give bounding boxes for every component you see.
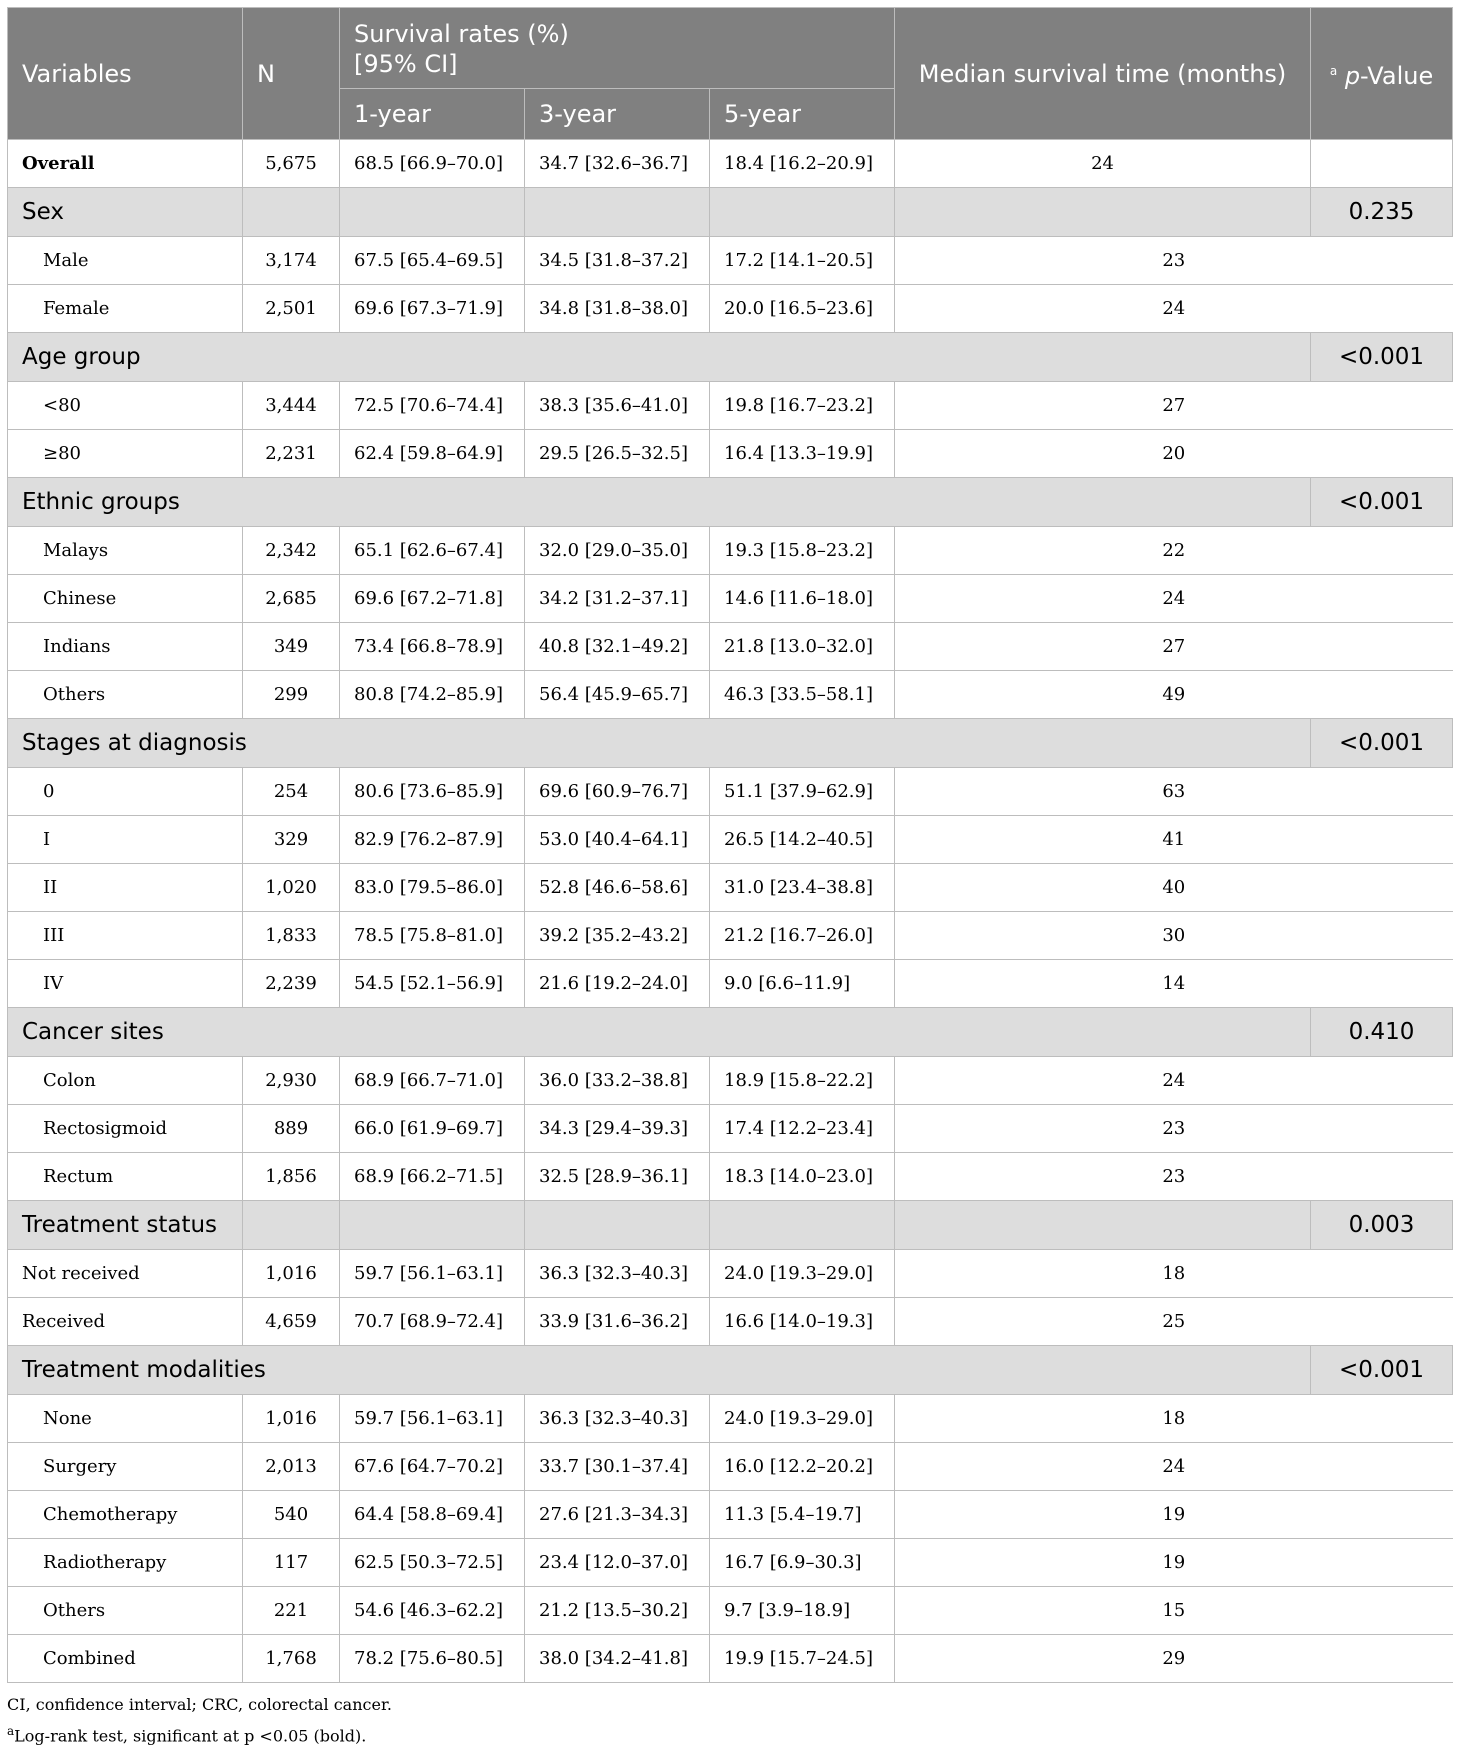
row-5-year: 21.2 [16.7–26.0] [710,912,895,960]
row-median: 22 [895,527,1453,575]
row-5-year: 11.3 [5.4–19.7] [710,1491,895,1539]
table-row [8,1491,1453,1539]
row-1-year: 65.1 [62.6–67.4] [340,527,525,575]
row-1-year: 54.5 [52.1–56.9] [340,960,525,1008]
row-3-year: 34.2 [31.2–37.1] [525,575,710,623]
row-1-year: 80.6 [73.6–85.9] [340,768,525,816]
row-label: Others [8,671,243,719]
row-1-year: 62.4 [59.8–64.9] [340,430,525,478]
row-3-year: 36.3 [32.3–40.3] [525,1395,710,1443]
row-median: 14 [895,960,1453,1008]
row-n: 221 [243,1587,340,1635]
row-median: 30 [895,912,1453,960]
row-label: Malays [8,527,243,575]
row-3-year: 21.6 [19.2–24.0] [525,960,710,1008]
row-label: Overall [8,140,243,188]
row-5-year: 18.4 [16.2–20.9] [710,140,895,188]
row-median: 25 [895,1298,1453,1346]
row-3-year: 56.4 [45.9–65.7] [525,671,710,719]
row-3-year: 69.6 [60.9–76.7] [525,768,710,816]
row-5-year: 26.5 [14.2–40.5] [710,816,895,864]
section-row [8,188,1453,237]
table-row [8,1105,1453,1153]
row-median: 40 [895,864,1453,912]
section-empty-cell [895,1201,1311,1250]
footnote-text: Log-rank test, significant at p <0.05 (bold). [14,1726,367,1746]
row-n: 2,342 [243,527,340,575]
row-3-year: 53.0 [40.4–64.1] [525,816,710,864]
table-row [8,1250,1453,1298]
row-5-year: 19.8 [16.7–23.2] [710,382,895,430]
row-label: I [8,816,243,864]
row-n: 117 [243,1539,340,1587]
table-row [8,1395,1453,1443]
row-label: 0 [8,768,243,816]
row-1-year: 72.5 [70.6–74.4] [340,382,525,430]
row-median: 18 [895,1250,1453,1298]
section-label: Age group [8,333,1311,382]
row-n: 3,174 [243,237,340,285]
row-median: 18 [895,1395,1453,1443]
row-n: 254 [243,768,340,816]
table-row [8,623,1453,671]
row-5-year: 19.9 [15.7–24.5] [710,1635,895,1683]
row-3-year: 34.5 [31.8–37.2] [525,237,710,285]
row-label: Rectosigmoid [8,1105,243,1153]
row-5-year: 51.1 [37.9–62.9] [710,768,895,816]
row-median: 49 [895,671,1453,719]
row-3-year: 38.3 [35.6–41.0] [525,382,710,430]
section-p-value: <0.001 [1311,1346,1453,1395]
row-label: Rectum [8,1153,243,1201]
row-n: 2,239 [243,960,340,1008]
table-row [8,1539,1453,1587]
header-p-value [1311,8,1453,140]
row-median: 23 [895,1153,1453,1201]
table-row [8,1298,1453,1346]
row-5-year: 24.0 [19.3–29.0] [710,1395,895,1443]
row-median: 24 [895,575,1453,623]
row-1-year: 67.5 [65.4–69.5] [340,237,525,285]
row-median: 15 [895,1587,1453,1635]
section-row [8,1346,1453,1395]
section-label: Ethnic groups [8,478,1311,527]
row-label: Female [8,285,243,333]
row-3-year: 34.7 [32.6–36.7] [525,140,710,188]
footnote [7,1721,1452,1746]
row-label: Indians [8,623,243,671]
section-empty-cell [895,188,1311,237]
row-label: <80 [8,382,243,430]
footnote-sup: a [7,1724,15,1738]
row-1-year: 73.4 [66.8–78.9] [340,623,525,671]
row-3-year: 40.8 [32.1–49.2] [525,623,710,671]
row-3-year: 29.5 [26.5–32.5] [525,430,710,478]
row-label: Received [8,1298,243,1346]
row-5-year: 16.7 [6.9–30.3] [710,1539,895,1587]
table-row [8,1057,1453,1105]
abbreviation-note: CI, confidence interval; CRC, colorectal cancer. [7,1695,392,1714]
row-1-year: 69.6 [67.2–71.8] [340,575,525,623]
section-p-value: <0.001 [1311,478,1453,527]
section-p-value: 0.003 [1311,1201,1453,1250]
section-empty-cell [243,188,340,237]
row-label: Chemotherapy [8,1491,243,1539]
row-1-year: 70.7 [68.9–72.4] [340,1298,525,1346]
section-p-value: 0.410 [1311,1008,1453,1057]
row-5-year: 20.0 [16.5–23.6] [710,285,895,333]
row-n: 299 [243,671,340,719]
row-label: Not received [8,1250,243,1298]
row-median: 27 [895,382,1453,430]
row-5-year: 16.6 [14.0–19.3] [710,1298,895,1346]
row-label: Others [8,1587,243,1635]
section-empty-cell [710,188,895,237]
row-1-year: 69.6 [67.3–71.9] [340,285,525,333]
row-1-year: 54.6 [46.3–62.2] [340,1587,525,1635]
section-row [8,1201,1453,1250]
row-median: 24 [895,140,1311,188]
header-ci-label: [95% CI] [354,50,458,78]
table-notes [7,1695,1452,1746]
table-row [8,864,1453,912]
row-n: 1,016 [243,1250,340,1298]
row-median: 20 [895,430,1453,478]
row-median: 23 [895,1105,1453,1153]
row-n: 2,685 [243,575,340,623]
row-n: 4,659 [243,1298,340,1346]
row-3-year: 52.8 [46.6–58.6] [525,864,710,912]
table-row [8,671,1453,719]
row-n: 1,020 [243,864,340,912]
row-median: 24 [895,1443,1453,1491]
table-row [8,1153,1453,1201]
row-n: 3,444 [243,382,340,430]
row-label: Combined [8,1635,243,1683]
row-3-year: 33.9 [31.6–36.2] [525,1298,710,1346]
section-row [8,478,1453,527]
row-n: 329 [243,816,340,864]
row-label: II [8,864,243,912]
row-3-year: 38.0 [34.2–41.8] [525,1635,710,1683]
row-1-year: 59.7 [56.1–63.1] [340,1395,525,1443]
table-row [8,816,1453,864]
row-3-year: 32.5 [28.9–36.1] [525,1153,710,1201]
row-3-year: 33.7 [30.1–37.4] [525,1443,710,1491]
row-3-year: 27.6 [21.3–34.3] [525,1491,710,1539]
row-1-year: 62.5 [50.3–72.5] [340,1539,525,1587]
section-p-value: <0.001 [1311,719,1453,768]
header-n: N [243,8,340,140]
row-1-year: 59.7 [56.1–63.1] [340,1250,525,1298]
row-median: 19 [895,1539,1453,1587]
table-row [8,285,1453,333]
row-1-year: 78.2 [75.6–80.5] [340,1635,525,1683]
row-1-year: 64.4 [58.8–69.4] [340,1491,525,1539]
row-3-year: 21.2 [13.5–30.2] [525,1587,710,1635]
row-1-year: 68.9 [66.2–71.5] [340,1153,525,1201]
row-median: 24 [895,285,1453,333]
table-row [8,430,1453,478]
row-5-year: 18.9 [15.8–22.2] [710,1057,895,1105]
row-5-year: 17.2 [14.1–20.5] [710,237,895,285]
row-label: Chinese [8,575,243,623]
table-body [8,140,1453,1683]
row-label: None [8,1395,243,1443]
header-5-year: 5-year [710,89,895,140]
row-5-year: 24.0 [19.3–29.0] [710,1250,895,1298]
section-row [8,719,1453,768]
row-median: 41 [895,816,1453,864]
table-row [8,768,1453,816]
row-3-year: 34.8 [31.8–38.0] [525,285,710,333]
row-n: 349 [243,623,340,671]
row-n: 2,930 [243,1057,340,1105]
section-empty-cell [340,1201,525,1250]
row-1-year: 67.6 [64.7–70.2] [340,1443,525,1491]
table-row [8,912,1453,960]
row-n: 1,833 [243,912,340,960]
row-5-year: 9.7 [3.9–18.9] [710,1587,895,1635]
row-n: 2,231 [243,430,340,478]
row-label: ≥80 [8,430,243,478]
header-p-italic: p [1344,62,1361,90]
row-label: Male [8,237,243,285]
row-5-year: 19.3 [15.8–23.2] [710,527,895,575]
header-p-rest: -Value [1360,62,1434,90]
row-label: Radiotherapy [8,1539,243,1587]
row-3-year: 36.0 [33.2–38.8] [525,1057,710,1105]
row-label: IV [8,960,243,1008]
row-1-year: 66.0 [61.9–69.7] [340,1105,525,1153]
section-p-value: 0.235 [1311,188,1453,237]
row-5-year: 9.0 [6.6–11.9] [710,960,895,1008]
header-1-year: 1-year [340,89,525,140]
table-row [8,960,1453,1008]
row-5-year: 18.3 [14.0–23.0] [710,1153,895,1201]
header-3-year: 3-year [525,89,710,140]
row-median: 27 [895,623,1453,671]
section-empty-cell [340,188,525,237]
row-p-value [1311,140,1453,188]
row-3-year: 39.2 [35.2–43.2] [525,912,710,960]
header-survival-label: Survival rates (%) [354,20,569,48]
row-n: 1,856 [243,1153,340,1201]
row-median: 23 [895,237,1453,285]
row-label: Surgery [8,1443,243,1491]
row-n: 2,013 [243,1443,340,1491]
row-5-year: 17.4 [12.2–23.4] [710,1105,895,1153]
row-5-year: 46.3 [33.5–58.1] [710,671,895,719]
row-3-year: 23.4 [12.0–37.0] [525,1539,710,1587]
section-p-value: <0.001 [1311,333,1453,382]
section-empty-cell [710,1201,895,1250]
section-empty-cell [243,1201,340,1250]
row-n: 1,016 [243,1395,340,1443]
section-row [8,333,1453,382]
row-n: 1,768 [243,1635,340,1683]
row-median: 63 [895,768,1453,816]
row-1-year: 80.8 [74.2–85.9] [340,671,525,719]
row-label: Colon [8,1057,243,1105]
overall-row [8,140,1453,188]
row-median: 24 [895,1057,1453,1105]
row-1-year: 68.5 [66.9–70.0] [340,140,525,188]
row-1-year: 83.0 [79.5–86.0] [340,864,525,912]
section-empty-cell [525,1201,710,1250]
row-n: 540 [243,1491,340,1539]
section-label: Sex [8,188,243,237]
survival-table [7,7,1453,1683]
row-1-year: 82.9 [76.2–87.9] [340,816,525,864]
row-5-year: 14.6 [11.6–18.0] [710,575,895,623]
row-3-year: 36.3 [32.3–40.3] [525,1250,710,1298]
header-p-sup: a [1329,64,1338,78]
row-n: 5,675 [243,140,340,188]
row-3-year: 32.0 [29.0–35.0] [525,527,710,575]
row-5-year: 16.4 [13.3–19.9] [710,430,895,478]
row-3-year: 34.3 [29.4–39.3] [525,1105,710,1153]
row-label: III [8,912,243,960]
row-median: 19 [895,1491,1453,1539]
section-empty-cell [525,188,710,237]
table-row [8,527,1453,575]
table-row [8,382,1453,430]
row-1-year: 68.9 [66.7–71.0] [340,1057,525,1105]
table-row [8,237,1453,285]
table-row [8,1443,1453,1491]
section-label: Cancer sites [8,1008,1311,1057]
survival-table-container [7,7,1452,1752]
row-5-year: 21.8 [13.0–32.0] [710,623,895,671]
row-1-year: 78.5 [75.8–81.0] [340,912,525,960]
section-label: Treatment status [8,1201,243,1250]
section-label: Stages at diagnosis [8,719,1311,768]
row-5-year: 16.0 [12.2–20.2] [710,1443,895,1491]
row-n: 889 [243,1105,340,1153]
table-row [8,1587,1453,1635]
header-median: Median survival time (months) [895,8,1311,140]
table-header [8,8,1453,140]
row-n: 2,501 [243,285,340,333]
table-row [8,575,1453,623]
table-row [8,1635,1453,1683]
row-median: 29 [895,1635,1453,1683]
section-row [8,1008,1453,1057]
row-5-year: 31.0 [23.4–38.8] [710,864,895,912]
header-variables: Variables [8,8,243,140]
header-survival-rates [340,8,895,89]
section-label: Treatment modalities [8,1346,1311,1395]
